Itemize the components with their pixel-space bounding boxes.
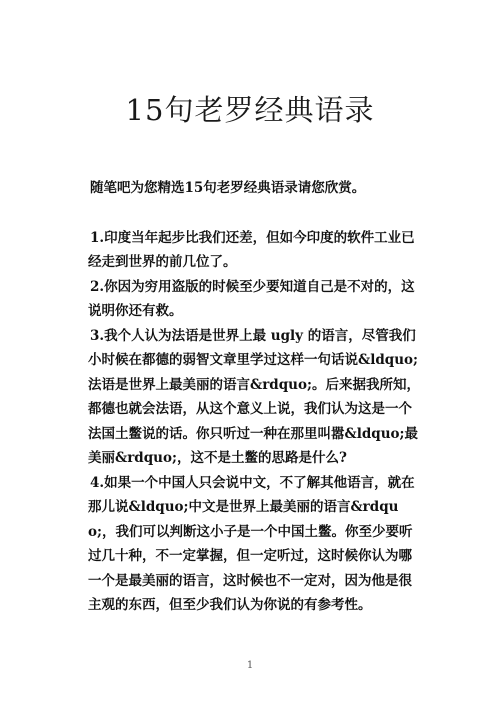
- intro-paragraph: 随笔吧为您精选15句老罗经典语录请您欣赏。: [90, 180, 366, 196]
- quote-paragraph-4: 4.如果一个中国人只会说中文，不了解其他语言，就在那儿说&ldquo;中文是世界上最美丽的语言&rdquo;，我们可以判断这小子是一个中国土鳖。你至少要听过几十种，不一定掌握，但一定听过，这时候你认为哪一个是最美丽的语言，这时候也不一定对，因为他是很主观的东西，但至少我们认为你说的有参考性。: [88, 474, 415, 613]
- quote-paragraph-2: 2.你因为穷用盗版的时候至少要知道自己是不对的，这说明你还有救。: [88, 278, 415, 319]
- page-number: 1: [246, 660, 254, 671]
- quote-paragraph-1: 1.印度当年起步比我们还差，但如今印度的软件工业已经走到世界的前几位了。: [88, 229, 415, 270]
- quote-paragraph-3: 3.我个人认为法语是世界上最 ugly 的语言，尽管我们小时候在都德的弱智文章里学过这样一句话说&ldquo;法语是世界上最美丽的语言&rdquo;。后来据我所知，都德也就会法语，从这个意义上说，我们认为这是一个法国土鳖说的话。你只听过一种在那里叫嚣&ldquo;最美丽&rdquo;，这不是土鳖的思路是什么?: [88, 327, 420, 466]
- page-title: 15句老罗经典语录: [125, 93, 375, 127]
- document-body: [88, 176, 424, 618]
